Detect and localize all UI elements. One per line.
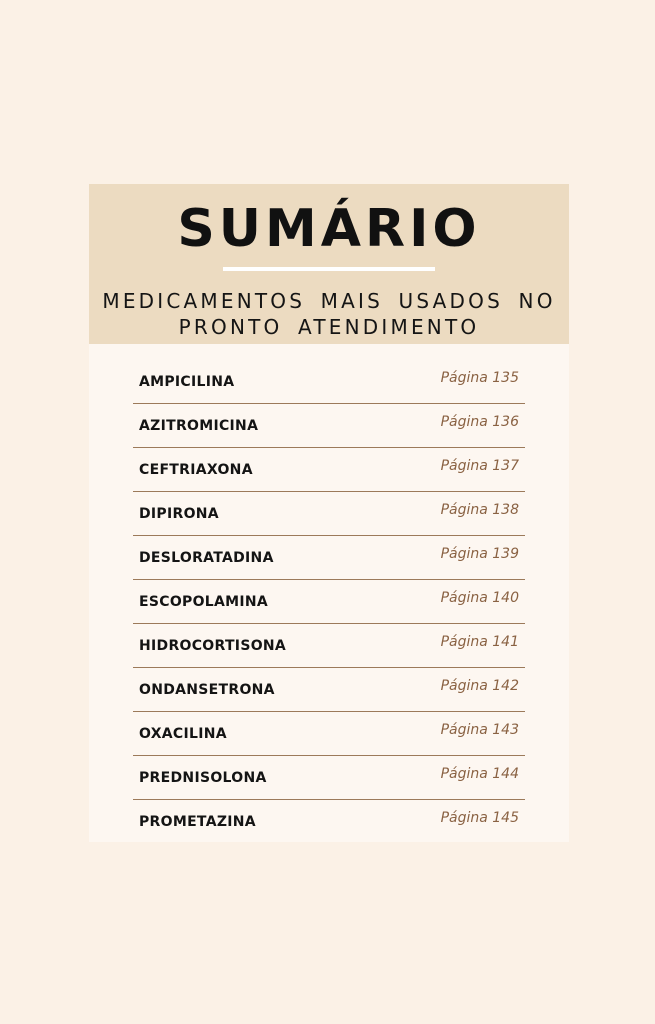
toc-entry-page: Página 138 bbox=[440, 502, 519, 518]
toc-entry-name: AMPICILINA bbox=[139, 374, 235, 390]
toc-entry-page: Página 142 bbox=[440, 678, 519, 694]
toc-entry-page: Página 140 bbox=[440, 590, 519, 606]
toc-entry-page: Página 141 bbox=[440, 634, 519, 650]
toc-entry-page: Página 143 bbox=[440, 722, 519, 738]
toc-entry-page: Página 144 bbox=[440, 766, 519, 782]
toc-entry[interactable] bbox=[133, 580, 525, 624]
toc-entry[interactable] bbox=[133, 492, 525, 536]
toc-entry-name: ESCOPOLAMINA bbox=[139, 594, 269, 610]
toc-entry[interactable] bbox=[133, 448, 525, 492]
subtitle-line-1: MEDICAMENTOS MAIS USADOS NO bbox=[102, 289, 556, 313]
toc-entry-page: Página 136 bbox=[440, 414, 519, 430]
toc-entry-page: Página 135 bbox=[440, 370, 519, 386]
toc-entry-name: CEFTRIAXONA bbox=[139, 462, 253, 478]
toc-entry[interactable] bbox=[133, 536, 525, 580]
toc-entry[interactable] bbox=[133, 756, 525, 800]
toc-entry[interactable] bbox=[133, 404, 525, 448]
toc-entry[interactable] bbox=[133, 668, 525, 712]
toc-entry[interactable] bbox=[133, 624, 525, 668]
toc-entry-name: DESLORATADINA bbox=[139, 550, 274, 566]
page-subtitle bbox=[89, 288, 569, 340]
subtitle-line-2: PRONTO ATENDIMENTO bbox=[178, 315, 480, 339]
page-title: SUMÁRIO bbox=[177, 199, 481, 259]
toc-entry-page: Página 137 bbox=[440, 458, 519, 474]
toc-entry-page: Página 139 bbox=[440, 546, 519, 562]
toc-entry-name: PREDNISOLONA bbox=[139, 770, 267, 786]
summary-header bbox=[89, 184, 569, 344]
toc-entry[interactable] bbox=[133, 800, 525, 843]
toc-entry-name: AZITROMICINA bbox=[139, 418, 259, 434]
summary-card bbox=[89, 184, 569, 842]
toc-entry[interactable] bbox=[133, 360, 525, 404]
toc-entry-name: PROMETAZINA bbox=[139, 814, 256, 830]
toc-entry-name: ONDANSETRONA bbox=[139, 682, 275, 698]
table-of-contents bbox=[133, 360, 525, 843]
toc-entry-name: HIDROCORTISONA bbox=[139, 638, 287, 654]
toc-entry-name: DIPIRONA bbox=[139, 506, 219, 522]
toc-entry-page: Página 145 bbox=[440, 810, 519, 826]
toc-entry[interactable] bbox=[133, 712, 525, 756]
toc-entry-name: OXACILINA bbox=[139, 726, 227, 742]
title-divider bbox=[223, 267, 435, 271]
